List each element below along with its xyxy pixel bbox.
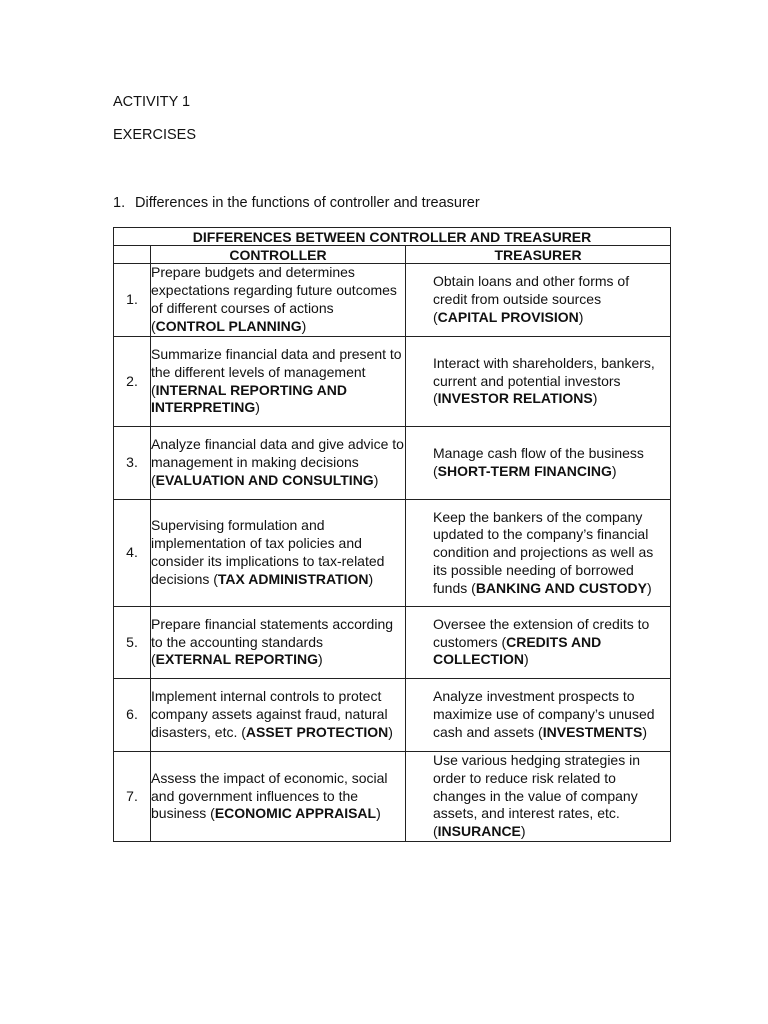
controller-text: Analyze financial data and give advice to management in making decisions ( xyxy=(151,436,404,488)
table-row xyxy=(114,752,671,842)
treasurer-function: CAPITAL PROVISION xyxy=(437,308,579,325)
controller-close: ) xyxy=(373,471,379,488)
controller-cell xyxy=(151,500,406,607)
activity-title: ACTIVITY 1 xyxy=(113,94,191,110)
controller-text: Prepare financial statements according to the accounting standards ( xyxy=(151,615,394,668)
treasurer-close: ) xyxy=(592,390,598,407)
controller-close: ) xyxy=(376,805,381,822)
treasurer-text: Obtain loans and other forms of credit from outside sources ( xyxy=(433,273,630,325)
controller-text: Implement internal controls to protect company assets against fraud, natural disasters, etc. ( xyxy=(151,688,388,740)
treasurer-close: ) xyxy=(578,308,584,325)
question-1 xyxy=(113,194,480,212)
header-number-cell xyxy=(114,246,151,264)
controller-text: Supervising formulation and implementation of tax policies and consider its implications to tax-related decisions ( xyxy=(151,517,385,587)
controller-function: CONTROL PLANNING xyxy=(155,317,302,334)
row-number: 4. xyxy=(114,500,151,607)
row-number: 7. xyxy=(114,752,151,842)
controller-function: TAX ADMINISTRATION xyxy=(217,570,369,587)
table-title: DIFFERENCES BETWEEN CONTROLLER AND TREASURER xyxy=(114,228,671,246)
table-row xyxy=(114,679,671,752)
treasurer-text: Interact with shareholders, bankers, current and potential investors ( xyxy=(433,354,655,407)
treasurer-cell xyxy=(406,679,671,752)
controller-close: ) xyxy=(368,570,374,587)
table-row xyxy=(114,500,671,607)
row-number: 5. xyxy=(114,607,151,679)
treasurer-cell xyxy=(406,752,671,842)
controller-close: ) xyxy=(301,317,307,334)
treasurer-text: Keep the bankers of the company updated to the company’s financial condition and projections as well as its possible needing of borrowed funds ( xyxy=(433,508,654,596)
row-number: 6. xyxy=(114,679,151,752)
question-text: Differences in the functions of controller and treasurer xyxy=(135,195,480,211)
treasurer-function: INVESTMENTS xyxy=(542,723,643,740)
treasurer-function: INSURANCE xyxy=(437,823,521,840)
controller-close: ) xyxy=(388,723,393,740)
controller-cell xyxy=(151,679,406,752)
controller-cell xyxy=(151,427,406,500)
treasurer-close: ) xyxy=(524,651,529,668)
question-number: 1. xyxy=(113,195,126,211)
controller-function: ECONOMIC APPRAISAL xyxy=(214,805,377,822)
treasurer-cell xyxy=(406,337,671,427)
differences-table xyxy=(113,227,671,842)
treasurer-close: ) xyxy=(646,579,652,596)
treasurer-text: Use various hedging strategies in order to reduce risk related to changes in the value of company assets, and interest rates, etc. ( xyxy=(433,752,641,840)
header-treasurer: TREASURER xyxy=(406,246,671,264)
table-row xyxy=(114,427,671,500)
controller-function: INTERNAL REPORTING AND INTERPRETING xyxy=(151,381,348,416)
treasurer-cell xyxy=(406,427,671,500)
controller-text: Summarize financial data and present to the different levels of management ( xyxy=(151,345,402,398)
treasurer-function: SHORT-TERM FINANCING xyxy=(437,463,612,479)
treasurer-close: ) xyxy=(611,463,617,479)
controller-cell xyxy=(151,752,406,842)
controller-close: ) xyxy=(317,651,323,668)
row-number: 2. xyxy=(114,337,151,427)
treasurer-cell xyxy=(406,264,671,337)
table-row xyxy=(114,264,671,337)
controller-function: EXTERNAL REPORTING xyxy=(155,651,318,668)
controller-text: Assess the impact of economic, social and government influences to the business ( xyxy=(151,769,388,822)
controller-text: Prepare budgets and determines expectations regarding future outcomes of different courses of actions ( xyxy=(151,264,397,334)
controller-function: ASSET PROTECTION xyxy=(245,723,389,740)
exercises-title: EXERCISES xyxy=(113,127,196,143)
treasurer-close: ) xyxy=(642,723,647,740)
table-row xyxy=(114,337,671,427)
table-header-row xyxy=(114,246,671,264)
treasurer-function: BANKING AND CUSTODY xyxy=(475,579,647,596)
controller-cell xyxy=(151,607,406,679)
controller-cell xyxy=(151,337,406,427)
treasurer-function: INVESTOR RELATIONS xyxy=(437,390,593,407)
treasurer-cell xyxy=(406,607,671,679)
header-controller: CONTROLLER xyxy=(151,246,406,264)
table-title-row xyxy=(114,228,671,246)
treasurer-cell xyxy=(406,500,671,607)
table-row xyxy=(114,607,671,679)
treasurer-text: Manage cash flow of the business ( xyxy=(433,445,644,479)
row-number: 1. xyxy=(114,264,151,337)
row-number: 3. xyxy=(114,427,151,500)
treasurer-text: Analyze investment prospects to maximize use of company’s unused cash and assets ( xyxy=(433,688,655,740)
treasurer-text: Oversee the extension of credits to customers ( xyxy=(433,615,650,650)
treasurer-close: ) xyxy=(520,823,526,840)
controller-close: ) xyxy=(255,399,260,416)
controller-function: EVALUATION AND CONSULTING xyxy=(155,471,374,488)
controller-cell xyxy=(151,264,406,337)
treasurer-function: CREDITS AND COLLECTION xyxy=(433,633,602,668)
